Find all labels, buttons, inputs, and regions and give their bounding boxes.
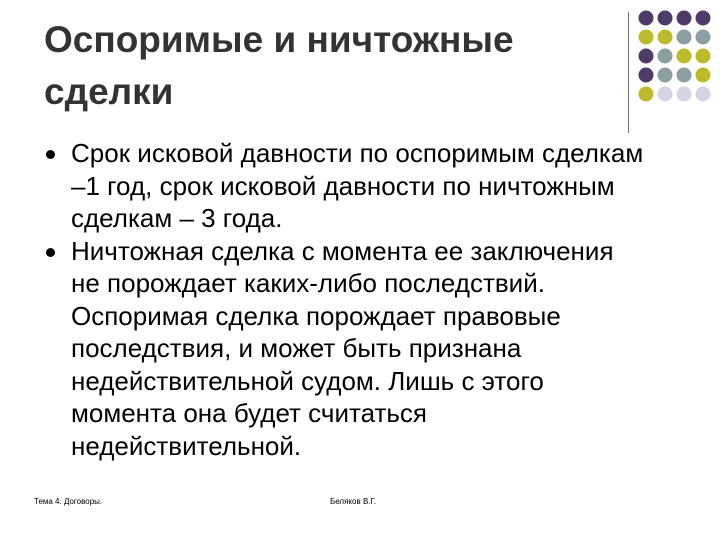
decorative-dot <box>658 30 673 45</box>
decorative-dot <box>696 30 711 45</box>
decorative-dot <box>639 30 654 45</box>
bullet-dot-icon <box>46 150 55 159</box>
decorative-dot <box>658 87 673 102</box>
decorative-dot <box>658 11 673 26</box>
decorative-dot <box>639 49 654 64</box>
decorative-dot <box>696 11 711 26</box>
slide-title-line-1: Оспоримые и ничтожные <box>44 19 514 60</box>
decorative-dot <box>696 87 711 102</box>
bullet-dot-icon <box>46 248 55 257</box>
decorative-dot <box>696 68 711 83</box>
decorative-dot <box>696 49 711 64</box>
decorative-dot <box>677 11 692 26</box>
slide-title <box>44 14 604 118</box>
slide-title-line-2: сделки <box>44 71 174 112</box>
decorative-dot <box>658 68 673 83</box>
footer-topic: Тема 4. Договоры. <box>34 497 103 506</box>
vertical-divider <box>628 12 629 133</box>
decorative-dot-grid <box>638 10 718 110</box>
bullet-text: Ничтожная сделка с момента ее заключения не порождает каких-либо последствий. Оспоримая сделка порождает правовые последствия, и может быть признана недействительной судом. Лишь с этого момента она будет считаться недействительной. <box>71 235 614 461</box>
decorative-dot <box>639 11 654 26</box>
decorative-dot <box>639 68 654 83</box>
bullet-item-statute-of-limitations <box>44 137 644 235</box>
bullet-list <box>44 137 644 462</box>
footer-author: Беляков В.Г. <box>330 497 377 506</box>
bullet-item-void-vs-voidable <box>44 235 644 463</box>
bullet-text: Срок исковой давности по оспоримым сделкам –1 год, срок исковой давности по ничтожным сделкам – 3 года. <box>71 138 644 233</box>
decorative-dot <box>677 68 692 83</box>
decorative-dot <box>658 49 673 64</box>
decorative-dot <box>639 87 654 102</box>
decorative-dot <box>677 87 692 102</box>
decorative-dot <box>677 49 692 64</box>
decorative-dot <box>677 30 692 45</box>
